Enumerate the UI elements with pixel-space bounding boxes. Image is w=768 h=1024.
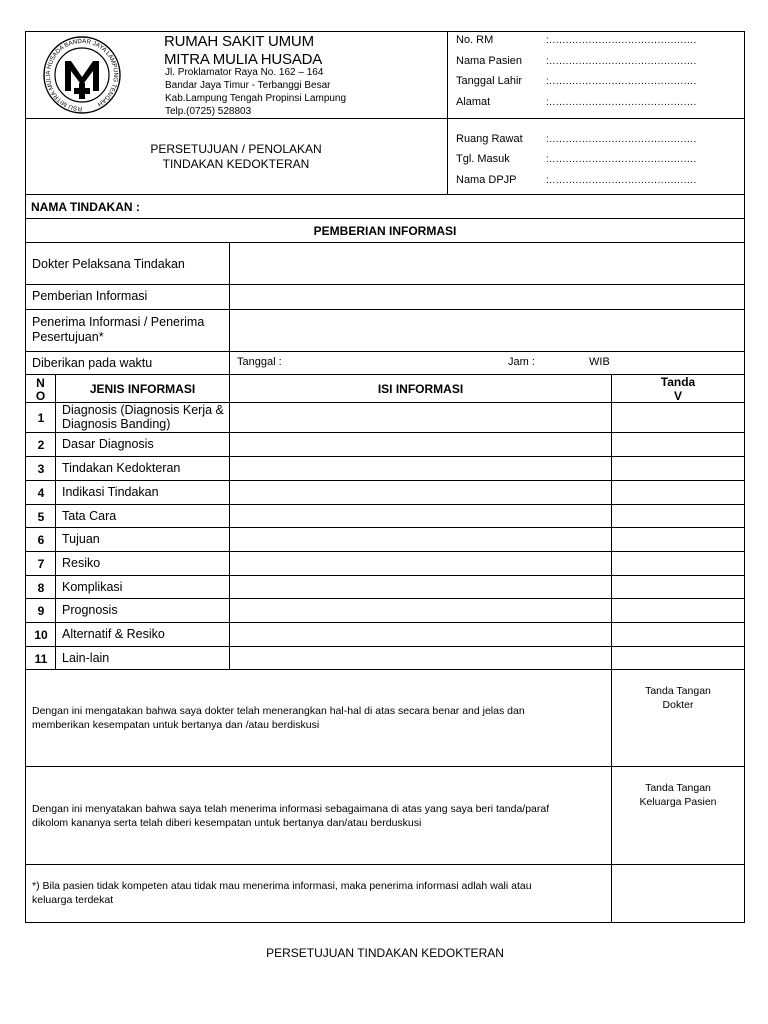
item-isi-input[interactable] <box>230 599 611 622</box>
label-diberikan-pada-waktu: Diberikan pada waktu <box>32 356 153 370</box>
item-number: 3 <box>37 462 45 476</box>
field-value-tanggal-lahir[interactable]: :............................................. <box>546 76 697 87</box>
item-tanda-checkbox[interactable] <box>612 481 744 504</box>
item-number: 8 <box>37 581 45 595</box>
item-number: 10 <box>34 628 48 642</box>
item-tanda-checkbox[interactable] <box>612 403 744 432</box>
item-tanda-checkbox[interactable] <box>612 576 744 598</box>
footer-title: PERSETUJUAN TINDAKAN KEDOKTERAN <box>266 946 504 960</box>
field-label-ruang-rawat: Ruang Rawat <box>456 133 523 145</box>
field-value-alamat[interactable]: :............................................. <box>546 97 697 108</box>
item-jenis: Alternatif & Resiko <box>62 627 165 641</box>
item-jenis: Tujuan <box>62 532 100 546</box>
doctor-signature-label-line2: Dokter <box>662 699 694 711</box>
th-isi-informasi: ISI INFORMASI <box>377 382 464 396</box>
item-tanda-checkbox[interactable] <box>612 552 744 575</box>
item-jenis: Indikasi Tindakan <box>62 485 159 499</box>
item-jenis-line2: Diagnosis Banding) <box>62 417 171 431</box>
svg-text:RSU MITRA MULIA HUSADA BANDAR <box>45 38 119 112</box>
item-number: 7 <box>37 557 45 571</box>
item-number: 1 <box>37 411 45 425</box>
family-statement-line1: Dengan ini menyatakan bahwa saya telah menerima informasi sebagaimana di atas yang saya beri tanda/paraf <box>32 803 550 815</box>
doctor-signature-label-line1: Tanda Tangan <box>645 685 711 697</box>
family-statement-line2: dikolom kananya serta telah diberi kesempatan untuk bertanya dan/atau berduskusi <box>32 817 422 829</box>
item-tanda-checkbox[interactable] <box>612 433 744 456</box>
item-number: 4 <box>37 486 45 500</box>
item-jenis: Diagnosis (Diagnosis Kerja & <box>62 403 224 417</box>
item-tanda-checkbox[interactable] <box>612 647 744 669</box>
label-dokter-pelaksana: Dokter Pelaksana Tindakan <box>32 257 185 271</box>
item-isi-input[interactable] <box>230 647 611 669</box>
item-jenis: Resiko <box>62 556 101 570</box>
label-penerima-line2: Pesertujuan* <box>32 330 104 344</box>
th-jenis-informasi: JENIS INFORMASI <box>89 382 196 396</box>
item-isi-input[interactable] <box>230 576 611 598</box>
form-title-line1: PERSETUJUAN / PENOLAKAN <box>150 142 322 156</box>
item-jenis: Tata Cara <box>62 509 117 523</box>
section-header-pemberian-informasi: PEMBERIAN INFORMASI <box>313 224 457 238</box>
item-tanda-checkbox[interactable] <box>612 599 744 622</box>
hospital-logo <box>38 35 126 115</box>
family-signature-label-line1: Tanda Tangan <box>645 782 711 794</box>
hospital-address-line1: Jl. Proklamator Raya No. 162 – 164 <box>165 67 324 78</box>
item-isi-input[interactable] <box>230 552 611 575</box>
th-tanda-line2: V <box>673 389 682 403</box>
item-number: 6 <box>37 533 45 547</box>
note-line2: keluarga terdekat <box>32 894 114 906</box>
label-penerima-line1: Penerima Informasi / Penerima <box>32 315 205 329</box>
item-jenis: Tindakan Kedokteran <box>62 461 181 475</box>
item-isi-input[interactable] <box>230 433 611 456</box>
label-wib: WIB <box>589 356 610 368</box>
field-label-tgl-masuk: Tgl. Masuk <box>456 153 510 165</box>
input-dokter-pelaksana[interactable] <box>230 243 744 284</box>
item-tanda-checkbox[interactable] <box>612 505 744 527</box>
doctor-statement-line2: memberikan kesempatan untuk bertanya dan /atau berdiskusi <box>32 719 320 731</box>
item-jenis: Prognosis <box>62 603 118 617</box>
item-jenis: Lain-lain <box>62 651 110 665</box>
item-number: 11 <box>34 652 48 666</box>
field-label-tanggal-lahir: Tanggal Lahir <box>456 75 523 87</box>
field-value-ruang-rawat[interactable]: :............................................. <box>546 134 697 145</box>
item-number: 2 <box>37 438 45 452</box>
hospital-name-line1: RUMAH SAKIT UMUM <box>164 33 314 50</box>
item-isi-input[interactable] <box>230 505 611 527</box>
field-label-nama-dpjp: Nama DPJP <box>456 174 517 186</box>
input-pemberian-informasi[interactable] <box>230 285 744 309</box>
field-value-tgl-masuk[interactable]: :............................................. <box>546 154 697 165</box>
nama-tindakan-label: NAMA TINDAKAN : <box>31 200 140 214</box>
hospital-phone: Telp.(0725) 528803 <box>165 106 252 117</box>
item-isi-input[interactable] <box>230 457 611 480</box>
th-tanda-line1: Tanda <box>660 375 696 389</box>
input-penerima-informasi[interactable] <box>230 310 744 351</box>
label-pemberian-informasi: Pemberian Informasi <box>32 289 148 303</box>
item-tanda-checkbox[interactable] <box>612 623 744 646</box>
field-value-no-rm[interactable]: :............................................. <box>546 35 697 46</box>
item-jenis: Dasar Diagnosis <box>62 437 154 451</box>
field-label-alamat: Alamat <box>456 96 491 108</box>
field-value-nama-pasien[interactable]: :............................................. <box>546 56 697 67</box>
family-signature-area[interactable] <box>612 812 744 864</box>
th-no-line1: N <box>36 376 45 390</box>
label-jam: Jam : <box>508 356 535 368</box>
note-line1: *) Bila pasien tidak kompeten atau tidak mau menerima informasi, maka penerima informasi adlah wali atau <box>32 880 532 892</box>
field-label-nama-pasien: Nama Pasien <box>456 55 523 67</box>
hospital-name-line2: MITRA MULIA HUSADA <box>164 51 323 68</box>
field-label-no-rm: No. RM <box>456 34 494 46</box>
item-isi-input[interactable] <box>230 528 611 551</box>
doctor-statement-line1: Dengan ini mengatakan bahwa saya dokter telah menerangkan hal-hal di atas secara benar and jelas dan <box>32 705 525 717</box>
family-signature-label-line2: Keluarga Pasien <box>639 796 717 808</box>
form-title-line2: TINDAKAN KEDOKTERAN <box>162 157 310 171</box>
doctor-signature-area[interactable] <box>612 714 744 766</box>
th-no-line2: O <box>35 389 46 403</box>
item-tanda-checkbox[interactable] <box>612 457 744 480</box>
item-isi-input[interactable] <box>230 481 611 504</box>
hospital-address-line3: Kab.Lampung Tengah Propinsi Lampung <box>165 93 347 104</box>
hospital-address-line2: Bandar Jaya Timur - Terbanggi Besar <box>165 80 331 91</box>
item-number: 9 <box>37 604 45 618</box>
logo-ring-text: RSU MITRA MULIA HUSADA BANDAR JAYA LAMPUNG TENGAH <box>44 37 120 113</box>
item-isi-input[interactable] <box>230 623 611 646</box>
item-number: 5 <box>37 510 45 524</box>
field-value-nama-dpjp[interactable]: :............................................. <box>546 175 697 186</box>
item-tanda-checkbox[interactable] <box>612 528 744 551</box>
item-jenis: Komplikasi <box>62 580 123 594</box>
item-isi-input[interactable] <box>230 403 611 432</box>
label-tanggal: Tanggal : <box>237 356 282 368</box>
